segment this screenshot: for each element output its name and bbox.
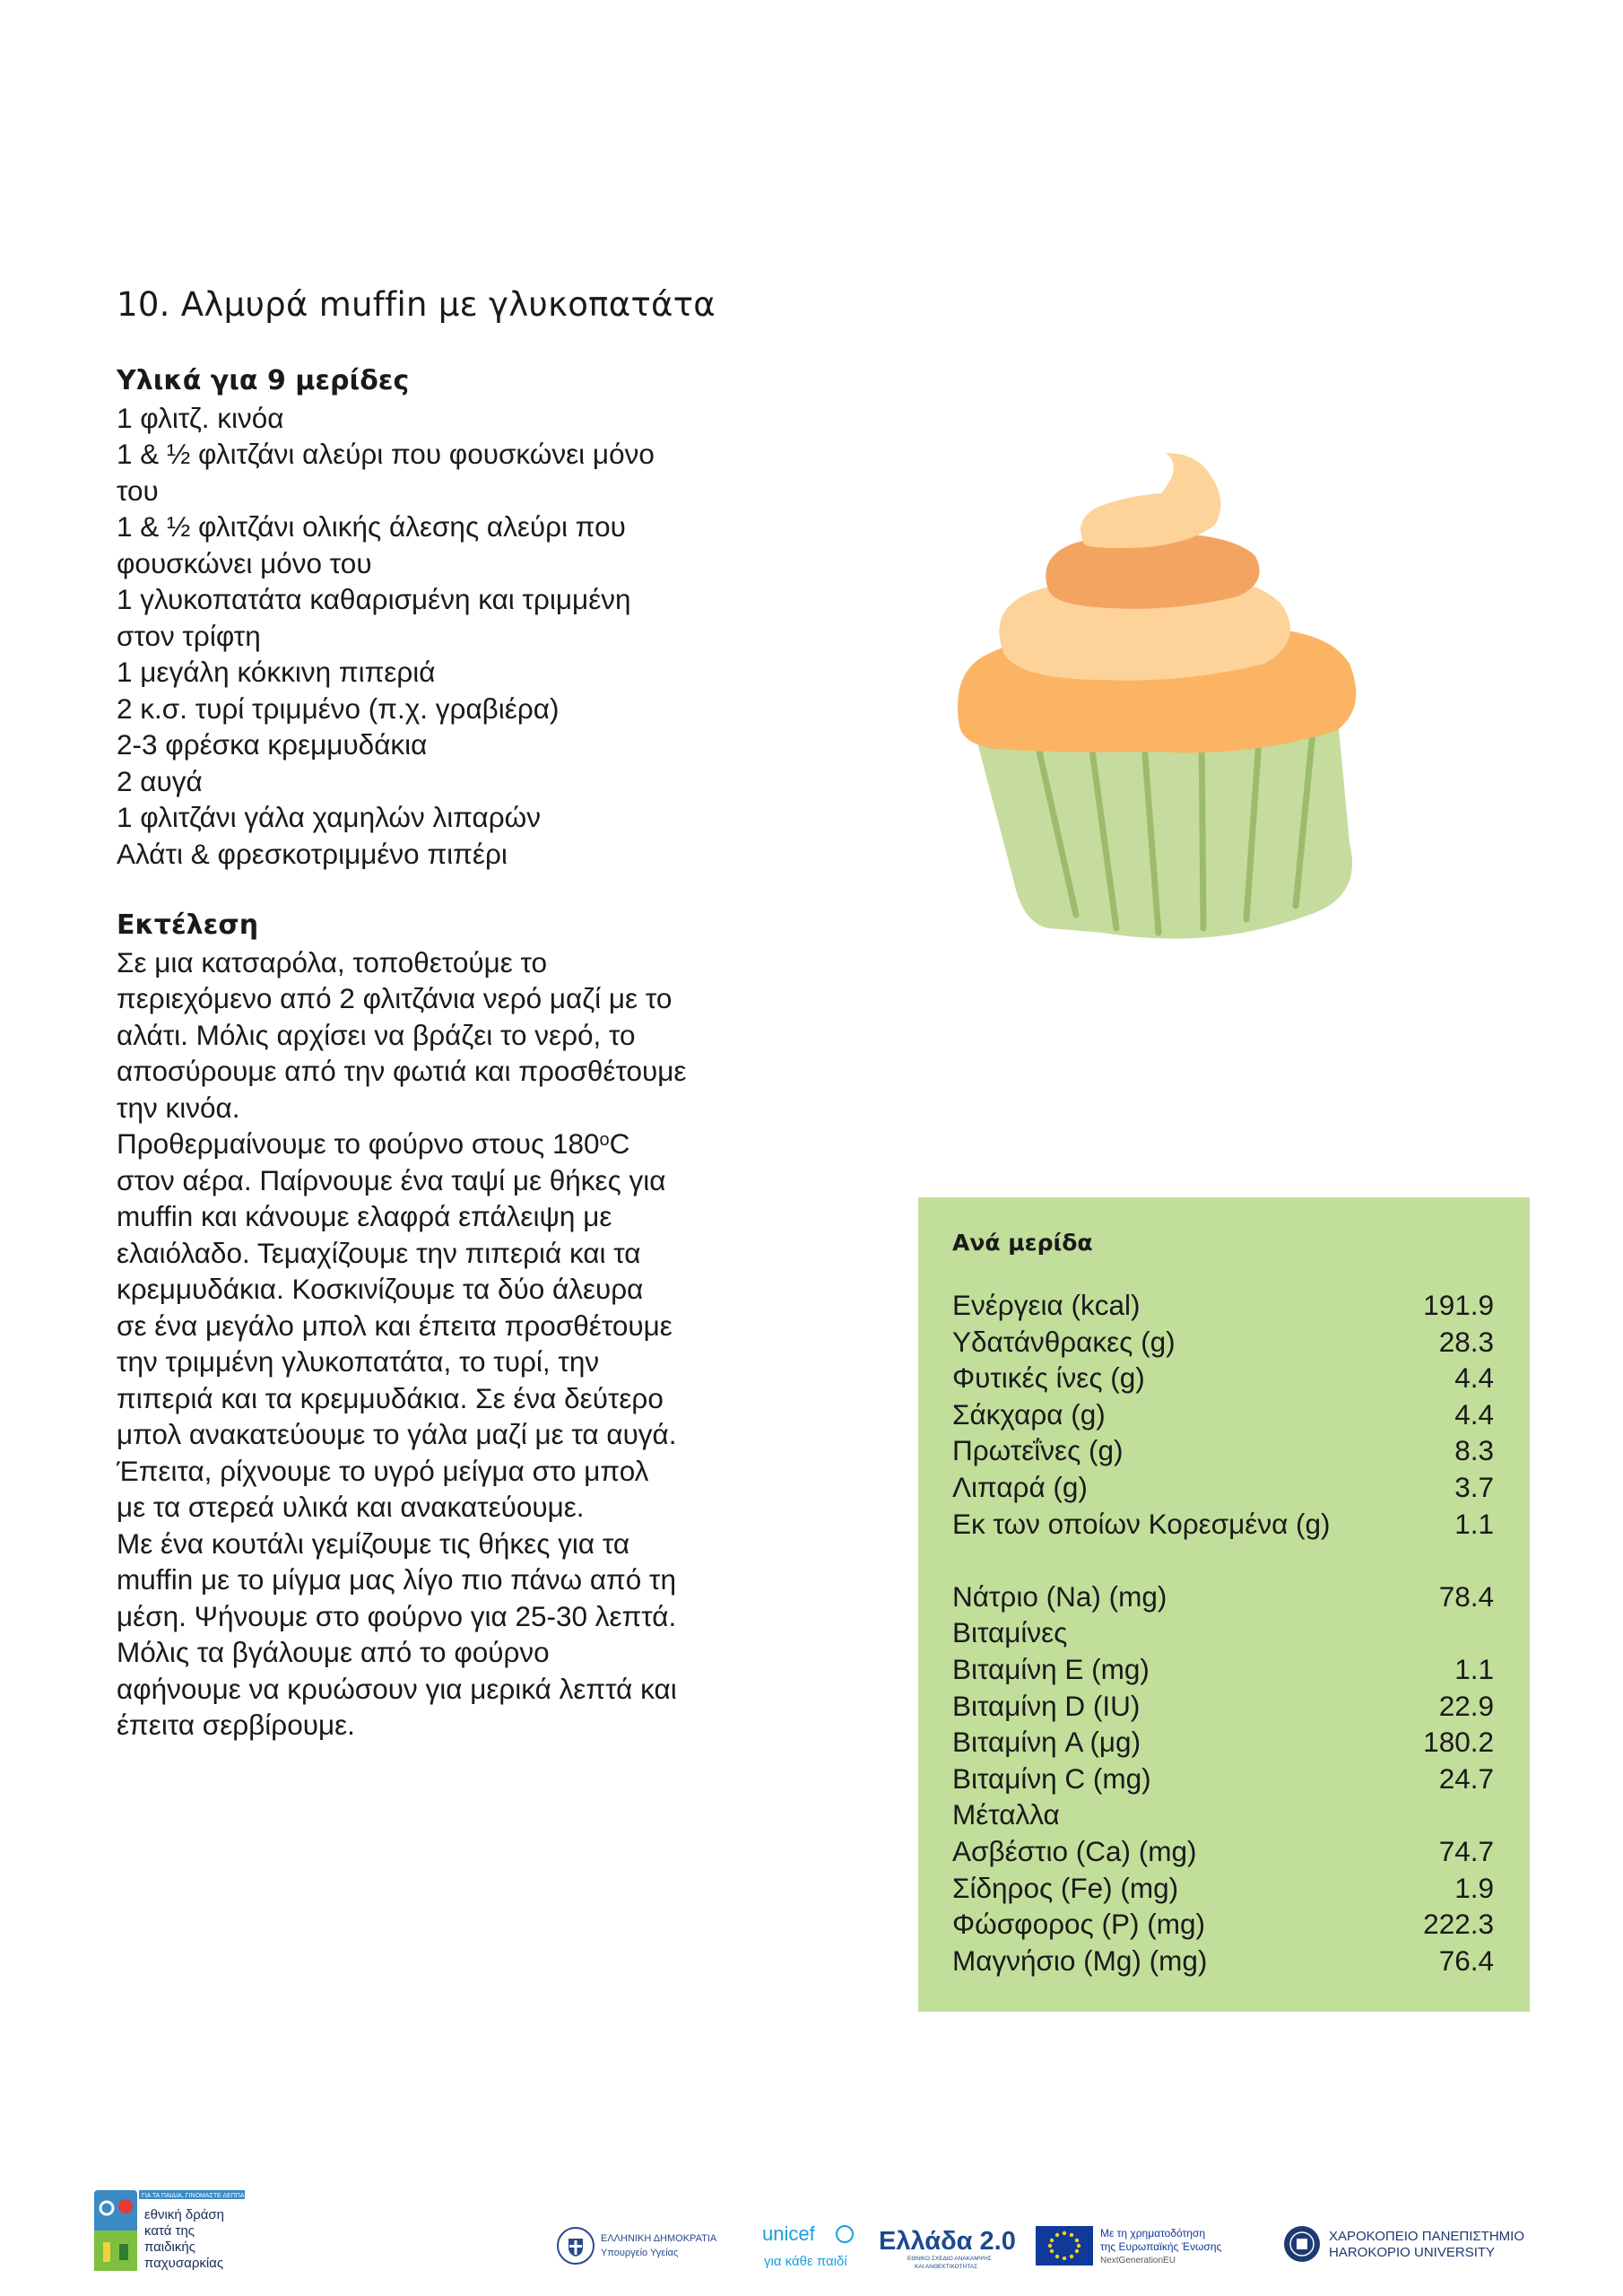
ingredient-line: 1 & ½ φλιτζάνι ολικής άλεσης αλεύρι που [117,510,626,543]
nutrient-value: 1.1 [1454,1507,1494,1540]
ministry-logo [556,2226,744,2266]
method-line: την τριμμένη γλυκοπατάτα, το τυρί, την [117,1345,600,1378]
method-line: περιεχόμενο από 2 φλιτζάνια νερό μαζί με το [117,982,673,1014]
method-line: Σε μια κατσαρόλα, τοποθετούμε το [117,945,548,978]
nutrition-table [952,1287,1494,1979]
ingredient-line: 2 κ.σ. τυρί τριμμένο (π.χ. γραβιέρα) [117,691,560,725]
ministry-line1: ΕΛΛΗΝΙΚΗ ΔΗΜΟΚΡΑΤΙΑ [601,2233,717,2244]
nutrition-row [952,1943,1494,1979]
logo1-line: κατά της [144,2223,195,2239]
nutrient-value: 8.3 [1454,1434,1494,1467]
ingredient-line: 1 μεγάλη κόκκινη πιπεριά [117,656,436,688]
nutrient-label: Λιπαρά (g) [952,1470,1088,1503]
method-line: έπειτα σερβίρουμε. [117,1709,355,1741]
nutrient-value: 222.3 [1423,1908,1494,1941]
method-line: Έπειτα, ρίχνουμε το υγρό μείγμα στο μπολ [117,1454,649,1487]
nutrient-value: 24.7 [1438,1761,1494,1795]
method-line: αποσύρουμε από την φωτιά και προσθέτουμε [117,1055,687,1087]
nutrient-label: Ενέργεια (kcal) [952,1289,1141,1321]
method-line: μέση. Ψήνουμε στο φούρνο για 25-30 λεπτά. [117,1599,677,1632]
nutrient-label: Σάκχαρα (g) [952,1397,1106,1431]
nutrient-value: 191.9 [1423,1289,1494,1321]
nutrition-row [952,1396,1494,1433]
harokopio-line2: HAROKOPIO UNIVERSITY [1329,2245,1496,2260]
recipe-text [117,363,780,1744]
nutrient-value: 22.9 [1438,1689,1494,1722]
nutrition-panel [918,1197,1530,2012]
ingredient-line: Αλάτι & φρεσκοτριμμένο πιπέρι [117,837,508,870]
nutrition-row [952,1469,1494,1506]
nutrient-label: Φυτικές ίνες (g) [952,1361,1145,1395]
method-line: πιπεριά και τα κρεμμυδάκια. Σε ένα δεύτερο [117,1381,664,1414]
eu-line2: της Ευρωπαϊκής Ένωσης [1100,2240,1222,2253]
greece20-text: Ελλάδα 2.0 [879,2227,1016,2256]
nutrient-label: Βιταμίνες [952,1616,1068,1649]
greece20-sub2: ΚΑΙ ΑΝΘΕΚΤΙΚΟΤΗΤΑΣ [915,2264,978,2270]
eu-funding-logo [1036,2222,1255,2269]
greece20-sub1: ΕΘΝΙΚΟ ΣΧΕΔΙΟ ΑΝΑΚΑΜΨΗΣ [907,2256,992,2262]
harokopio-line1: ΧΑΡΟΚΟΠΕΙΟ ΠΑΝΕΠΙΣΤΗΜΙΟ [1329,2229,1525,2244]
nutrient-label: Βιταμίνη A (μg) [952,1726,1141,1759]
ingredient-line: 2 αυγά [117,764,203,797]
method-line: σε ένα μεγάλο μπολ και έπειτα προσθέτουμε [117,1309,673,1342]
nutrition-row [952,1360,1494,1396]
nutrient-value: 4.4 [1454,1397,1494,1431]
national-action-logo [94,2190,291,2296]
ingredient-line: 2-3 φρέσκα κρεμμυδάκια [117,728,428,761]
nutrition-row [952,1796,1494,1833]
oven-line-text: Προθερμαίνουμε το φούρνο στους 180 [117,1127,600,1160]
nutrient-label: Εκ των οποίων Κορεσμένα (g) [952,1507,1331,1540]
ingredients-list [117,400,780,873]
nutrition-row [952,1724,1494,1761]
nutrition-row [952,1906,1494,1943]
ingredient-line: 1 φλιτζ. κινόα [117,401,284,434]
method-line: Με ένα κουτάλι γεμίζουμε τις θήκες για τα [117,1526,630,1560]
nutrient-value: 180.2 [1423,1726,1494,1759]
recipe-title: 10. Αλμυρά muffin με γλυκοπατάτα [117,285,716,324]
nutrition-row [952,1614,1494,1651]
nutrient-label: Πρωτεΐνες (g) [952,1434,1124,1467]
nutrition-row [952,1761,1494,1797]
method-line: αλάτι. Μόλις αρχίσει να βράζει το νερό, το [117,1018,636,1051]
logo1-line: παιδικής [144,2239,195,2255]
method-line: κρεμμυδάκια. Κοσκινίζουμε τα δύο άλευρα [117,1273,644,1305]
method-line: στον αέρα. Παίρνουμε ένα ταψί με θήκες για [117,1163,666,1196]
nutrition-row [952,1870,1494,1907]
ingredient-line: στον τρίφτη [117,619,261,652]
eu-line1: Με τη χρηματοδότηση [1100,2227,1205,2239]
nutrition-row [952,1324,1494,1361]
logo1-line: εθνική δράση [144,2207,225,2222]
muffin-illustration [950,448,1372,960]
harokopio-logo [1282,2222,1551,2267]
globe-icon [837,2226,853,2242]
nutrient-value: 28.3 [1438,1325,1494,1358]
ingredient-line: 1 γλυκοπατάτα καθαρισμένη και τριμμένη [117,583,631,615]
eu-line3: NextGenerationEU [1100,2256,1176,2266]
nutrient-value: 1.1 [1454,1652,1494,1685]
greece20-logo [879,2222,1031,2273]
method-line [117,1126,780,1162]
nutrition-heading: Ανά μερίδα [952,1230,1093,1256]
nutrition-row [952,1833,1494,1870]
nutrient-value: 76.4 [1438,1944,1494,1977]
method-line: με τα στερεά υλικά και ανακατεύουμε. [117,1491,585,1523]
nutrient-label: Υδατάνθρακες (g) [952,1325,1176,1358]
nutrient-label: Φώσφορος (P) (mg) [952,1908,1205,1941]
method-line: μπολ ανακατεύουμε το γάλα μαζί με τα αυγά. [117,1418,677,1450]
nutrition-row [952,1287,1494,1324]
nutrient-label: Σίδηρος (Fe) (mg) [952,1871,1179,1904]
nutrient-value: 3.7 [1454,1470,1494,1503]
degree-symbol: ο [599,1130,610,1150]
method-line: muffin με το μίγμα μας λίγο πιο πάνω από τη [117,1563,677,1596]
method-line: ελαιόλαδο. Τεμαχίζουμε την πιπεριά και τα [117,1236,641,1269]
nutrient-label: Μαγνήσιο (Mg) (mg) [952,1944,1208,1977]
nutrient-label: Βιταμίνη C (mg) [952,1761,1151,1795]
nutrient-value: 4.4 [1454,1361,1494,1395]
method-heading: Εκτέλεση [117,909,259,941]
nutrition-row [952,1651,1494,1688]
nutrient-value: 1.9 [1454,1871,1494,1904]
nutrition-row [952,1578,1494,1615]
method-line: muffin και κάνουμε ελαφρά επάλειψη με [117,1200,612,1232]
unicef-logo [762,2221,861,2274]
nutrient-value: 74.7 [1438,1834,1494,1867]
nutrition-row [952,1506,1494,1543]
celsius-unit: C [609,1127,630,1160]
unicef-text: unicef [762,2222,815,2245]
logo1-banner: ΓΙΑ ΤΑ ΠΑΙΔΙΑ, ΓΙΝΟΜΑΣΤΕ ΔΕΠΠΑ [142,2193,245,2199]
logo1-line: παχυσαρκίας [144,2256,224,2271]
nutrient-label: Νάτριο (Na) (mg) [952,1579,1167,1613]
nutrient-label: Βιταμίνη E (mg) [952,1652,1150,1685]
nutrition-row [952,1688,1494,1725]
ingredient-line: φουσκώνει μόνο του [117,546,372,579]
ingredients-heading: Υλικά για 9 μερίδες [117,365,410,396]
nutrition-row [952,1432,1494,1469]
method-line: την κινόα. [117,1091,240,1124]
method-text [117,944,780,1744]
ingredient-line: 1 φλιτζάνι γάλα χαμηλών λιπαρών [117,801,541,833]
unicef-sub: για κάθε παιδί [764,2254,847,2269]
ministry-line2: Υπουργείο Υγείας [601,2248,679,2258]
footer-logos [0,2188,1623,2296]
nutrient-label: Ασβέστιο (Ca) (mg) [952,1834,1197,1867]
nutrient-value: 78.4 [1438,1579,1494,1613]
nutrient-label: Μέταλλα [952,1798,1060,1831]
ingredient-line: 1 & ½ φλιτζάνι αλεύρι που φουσκώνει μόνο [117,438,655,470]
method-line: αφήνουμε να κρυώσουν για μερικά λεπτά και [117,1672,677,1705]
nutrient-label: Βιταμίνη D (IU) [952,1689,1141,1722]
method-line: Μόλις τα βγάλουμε από το φούρνο [117,1636,550,1668]
ingredient-line: του [117,474,159,507]
